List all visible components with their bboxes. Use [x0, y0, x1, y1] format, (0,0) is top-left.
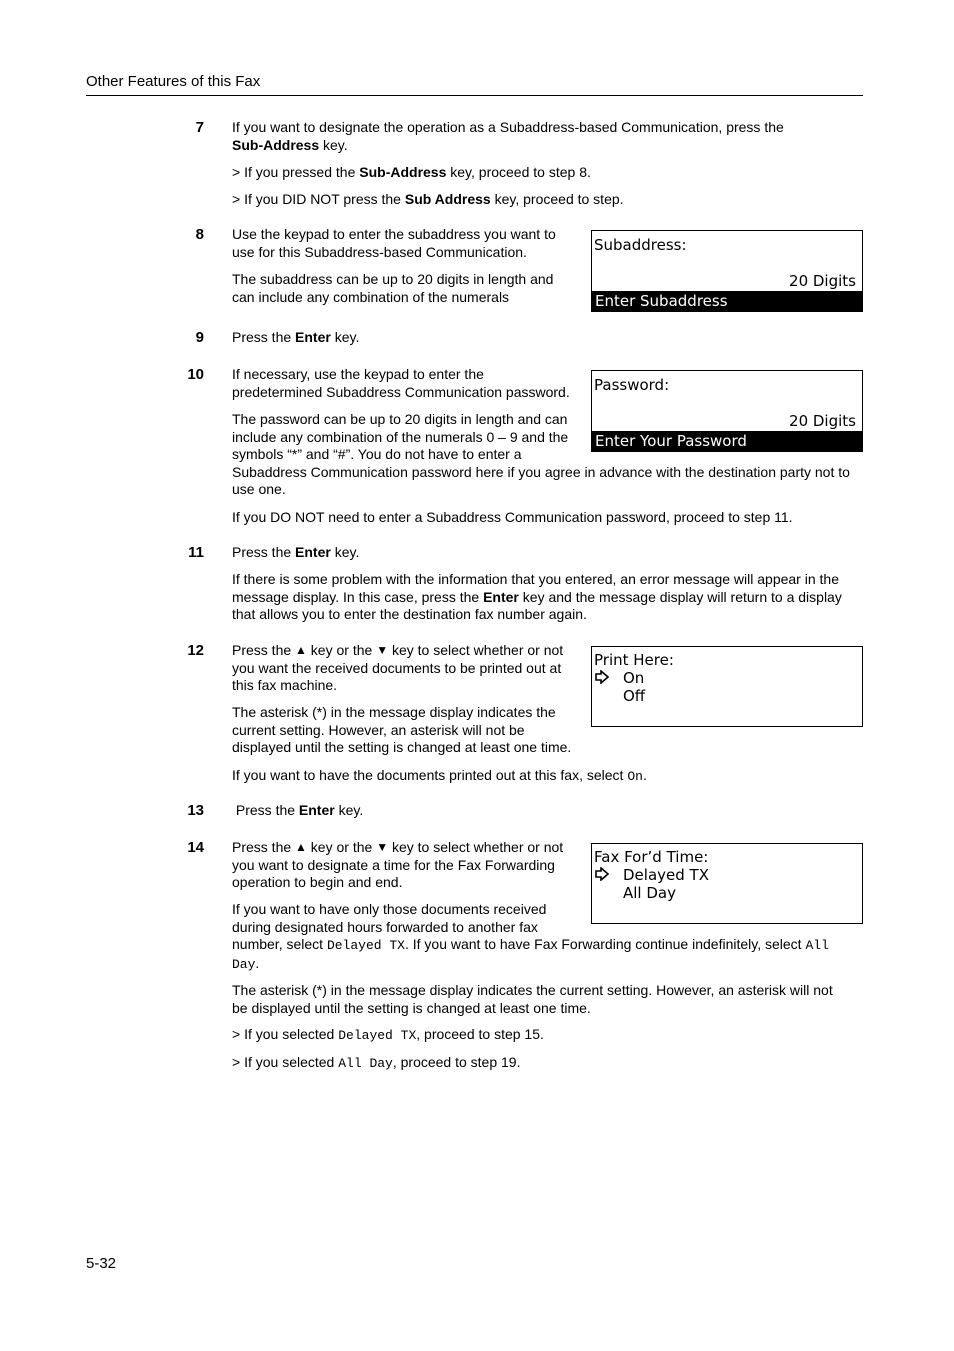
- text: key and the message display will return to a display: [518, 588, 842, 605]
- text: .: [642, 767, 647, 783]
- line: displayed until the setting is changed at least one time.: [232, 739, 572, 755]
- line: If there is some problem with the information that you entered, an error message will appear in the: [232, 571, 839, 587]
- step-14-instruction: [232, 839, 563, 892]
- step-14-option-delayed: [232, 1026, 544, 1045]
- line: use one.: [232, 481, 286, 497]
- step-8-note-line-2: can include any combination of the numerals: [232, 288, 510, 305]
- text: number, select: [232, 936, 327, 952]
- page-number: 5-32: [86, 1255, 117, 1272]
- line: Subaddress Communication password here if you agree in advance with the destination party not to: [232, 463, 850, 480]
- step-13-instruction: [232, 802, 363, 820]
- step-number-11: 11: [188, 544, 204, 561]
- option-off: Off: [623, 687, 646, 705]
- line: [232, 589, 842, 607]
- step-14-option-all-day: [232, 1054, 520, 1073]
- display-digits: 20 Digits: [789, 272, 856, 290]
- text: key.: [330, 544, 360, 560]
- display-prompt-bar: Enter Subaddress: [592, 291, 862, 311]
- display-title: Print Here:: [594, 651, 674, 669]
- step-7-line-2-text: key.: [319, 136, 348, 153]
- line: this fax machine.: [232, 677, 338, 693]
- text: If you want to have the documents printed out at this fax, select: [232, 767, 628, 783]
- text: Press the: [232, 839, 296, 855]
- text: Press the: [232, 802, 299, 818]
- step-11-instruction: [232, 544, 359, 562]
- step-7-instruction: [232, 119, 784, 154]
- down-arrow-icon: ▼: [376, 643, 389, 657]
- line: [232, 642, 563, 660]
- step-10-skip-note: If you DO NOT need to enter a Subaddress Communication password, proceed to step 11.: [232, 509, 793, 525]
- text: > If you pressed the: [232, 164, 360, 180]
- sub-address-key: Sub-Address: [232, 136, 320, 153]
- line: operation to begin and end.: [232, 874, 403, 890]
- step-number-9: 9: [195, 329, 204, 346]
- code-all-day: All Day: [338, 1056, 393, 1071]
- step-14-asterisk-note: [232, 982, 833, 1017]
- line: during designated hours forwarded to another fax: [232, 918, 538, 935]
- line: The asterisk (*) in the message display indicates the current setting. However, an asterisk will not: [232, 982, 833, 998]
- step-10-line-2: predetermined Subaddress Communication password.: [232, 383, 570, 400]
- arrow-right-icon: [595, 867, 609, 885]
- fax-forward-time-display: [591, 843, 863, 924]
- step-9-instruction: [232, 329, 359, 347]
- step-12-instruction: [232, 642, 563, 695]
- text: key.: [334, 802, 364, 818]
- up-arrow-icon: ▲: [295, 643, 307, 657]
- text: , proceed to step 15.: [416, 1026, 544, 1042]
- step-number-7: 7: [195, 119, 204, 136]
- enter-key: Enter: [298, 802, 335, 818]
- option-all-day: All Day: [623, 884, 676, 902]
- text: key or the: [306, 642, 377, 658]
- header-divider: [86, 95, 863, 96]
- text: > If you selected: [232, 1054, 339, 1070]
- line: be displayed until the setting is changed at least one time.: [232, 999, 591, 1016]
- step-number-14: 14: [187, 839, 204, 856]
- line: you want the received documents to be printed out at: [232, 659, 562, 676]
- text: .: [255, 954, 260, 971]
- text: key, proceed to step 8.: [446, 164, 591, 180]
- step-number-8: 8: [195, 226, 204, 243]
- text: > If you DID NOT press the: [232, 191, 405, 207]
- display-digits: 20 Digits: [789, 412, 856, 430]
- step-10-instruction: [232, 366, 570, 401]
- up-arrow-icon: ▲: [295, 840, 307, 854]
- password-display: [591, 370, 863, 452]
- sub-address-key: Sub-Address: [359, 164, 447, 180]
- step-10-line-1: If necessary, use the keypad to enter the: [232, 366, 484, 382]
- text: > If you selected: [232, 1026, 339, 1042]
- code-day: Day: [232, 956, 256, 972]
- enter-key: Enter: [295, 329, 331, 345]
- step-7-line-1: If you want to designate the operation as a Subaddress-based Communication, press the: [232, 119, 784, 135]
- step-8-line-2: use for this Subaddress-based Communication.: [232, 243, 527, 260]
- enter-key: Enter: [483, 588, 519, 605]
- text: key or the: [306, 839, 377, 855]
- display-title: Fax For’d Time:: [594, 848, 709, 866]
- line: you want to designate a time for the Fax Forwarding: [232, 856, 555, 873]
- line: current setting. However, an asterisk will not be: [232, 721, 525, 738]
- text: Press the: [232, 642, 296, 658]
- step-12-note: [232, 704, 571, 757]
- line: The password can be up to 20 digits in length and can: [232, 411, 568, 427]
- step-8-note-line-1: The subaddress can be up to 20 digits in length and: [232, 271, 554, 287]
- option-delayed-tx: Delayed TX: [623, 866, 709, 884]
- print-here-display: [591, 646, 863, 727]
- step-11-note: [232, 571, 842, 624]
- line: that allows you to enter the destination fax number again.: [232, 606, 587, 622]
- line: [232, 839, 563, 857]
- display-title: Subaddress:: [594, 236, 687, 254]
- line: [232, 955, 829, 974]
- line: symbols “*” and “#”. You do not have to enter a: [232, 446, 522, 462]
- step-8-note: [232, 271, 553, 306]
- arrow-right-icon: [595, 670, 609, 688]
- text: , proceed to step 19.: [392, 1054, 521, 1070]
- option-on: On: [623, 669, 645, 687]
- page-header-title: Other Features of this Fax: [86, 73, 261, 90]
- text: key to select whether or not: [388, 642, 564, 658]
- step-7-option-not-pressed: [232, 191, 624, 209]
- step-8-instruction: [232, 226, 556, 261]
- step-number-13: 13: [187, 802, 204, 819]
- text: key.: [330, 329, 360, 345]
- text: message display. In this case, press the: [232, 588, 484, 605]
- code-delayed-tx: Delayed TX: [338, 1028, 417, 1043]
- text: . If you want to have Fax Forwarding continue indefinitely, select: [404, 936, 806, 952]
- text: Press the: [232, 544, 296, 560]
- line: include any combination of the numerals 0 – 9 and the: [232, 428, 569, 445]
- line: If you want to have only those documents received: [232, 901, 547, 917]
- subaddress-display: [591, 230, 863, 312]
- code-on: On: [627, 769, 643, 784]
- text: key, proceed to step.: [490, 191, 624, 207]
- step-7-line-2: [232, 137, 784, 155]
- text: Press the: [232, 329, 296, 345]
- code-delayed-tx: Delayed TX: [326, 938, 405, 953]
- step-8-line-1: Use the keypad to enter the subaddress you want to: [232, 226, 556, 242]
- sub-address-key: Sub Address: [404, 191, 491, 207]
- display-prompt-bar: Enter Your Password: [592, 431, 862, 451]
- line: The asterisk (*) in the message display indicates the: [232, 704, 556, 720]
- code-all: All: [805, 938, 829, 953]
- line: [232, 936, 829, 955]
- step-7-option-pressed: [232, 164, 591, 182]
- step-12-select-note: [232, 767, 647, 786]
- step-number-10: 10: [187, 366, 204, 383]
- enter-key: Enter: [295, 544, 331, 560]
- down-arrow-icon: ▼: [376, 840, 389, 854]
- display-title: Password:: [594, 376, 670, 394]
- text: key to select whether or not: [388, 839, 564, 855]
- step-number-12: 12: [187, 642, 204, 659]
